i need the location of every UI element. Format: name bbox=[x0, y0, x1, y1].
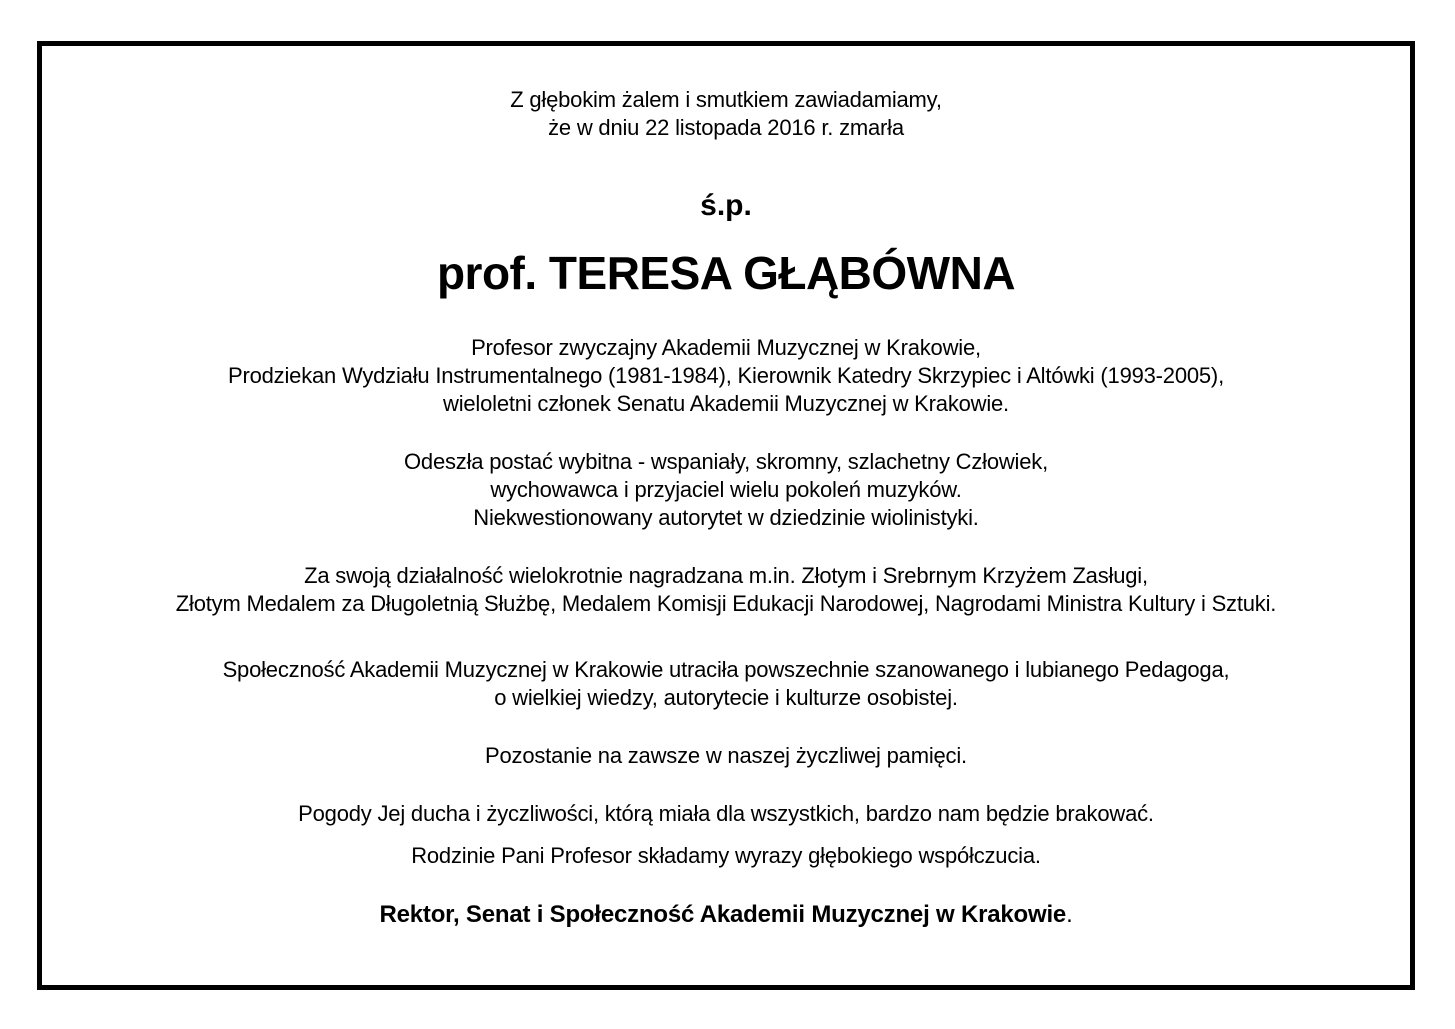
signature-text: Rektor, Senat i Społeczność Akademii Muzycznej w Krakowie bbox=[379, 901, 1067, 928]
honorific: ś.p. bbox=[700, 189, 752, 222]
community-line-2: o wielkiej wiedzy, autorytecie i kulturze osobistej. bbox=[494, 685, 958, 710]
awards-paragraph bbox=[42, 562, 1410, 618]
obituary-content bbox=[42, 46, 1410, 930]
community-paragraph bbox=[42, 656, 1410, 712]
titles-line-3: wieloletni członek Senatu Akademii Muzycznej w Krakowie. bbox=[443, 391, 1009, 416]
titles-line-2: Prodziekan Wydziału Instrumentalnego (1981-1984), Kierownik Katedry Skrzypiec i Altówki (1993-2005), bbox=[228, 363, 1224, 388]
intro-line-2: że w dniu 22 listopada 2016 r. zmarła bbox=[548, 115, 904, 140]
signature-period: . bbox=[1066, 901, 1073, 928]
titles-paragraph bbox=[42, 334, 1410, 418]
awards-line-2: Złotym Medalem za Długoletnią Służbę, Medalem Komisji Edukacji Narodowej, Nagrodami Ministra Kultury i Sztuki. bbox=[175, 591, 1277, 616]
tribute-paragraph bbox=[42, 448, 1410, 532]
tribute-line-2: wychowawca i przyjaciel wielu pokoleń muzyków. bbox=[490, 477, 962, 502]
condolences-line: Rodzinie Pani Profesor składamy wyrazy głębokiego współczucia. bbox=[411, 843, 1041, 868]
memory-line: Pozostanie na zawsze w naszej życzliwej pamięci. bbox=[485, 743, 967, 768]
intro-line-1: Z głębokim żalem i smutkiem zawiadamiamy, bbox=[510, 87, 942, 112]
farewell-line: Pogody Jej ducha i życzliwości, którą miała dla wszystkich, bardzo nam będzie brakować. bbox=[298, 801, 1154, 826]
community-line-1: Społeczność Akademii Muzycznej w Krakowie utraciła powszechnie szanowanego i lubianego Pedagoga, bbox=[222, 657, 1230, 682]
obituary-frame bbox=[37, 41, 1415, 990]
tribute-line-3: Niekwestionowany autorytet w dziedzinie wiolinistyki. bbox=[473, 505, 979, 530]
titles-line-1: Profesor zwyczajny Akademii Muzycznej w Krakowie, bbox=[471, 335, 981, 360]
deceased-name: prof. TERESA GŁĄBÓWNA bbox=[436, 247, 1016, 299]
awards-line-1: Za swoją działalność wielokrotnie nagradzana m.in. Złotym i Srebrnym Krzyżem Zasługi, bbox=[304, 563, 1148, 588]
signature-line bbox=[42, 900, 1410, 930]
tribute-line-1: Odeszła postać wybitna - wspaniały, skromny, szlachetny Człowiek, bbox=[404, 449, 1048, 474]
